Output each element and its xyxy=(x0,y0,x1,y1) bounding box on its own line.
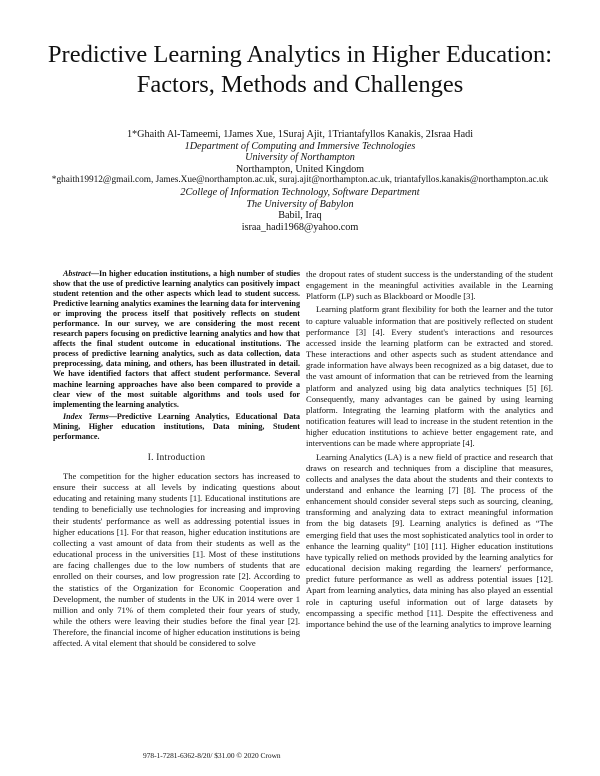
author-emails-1: *ghaith19912@gmail.com, James.Xue@northampton.ac.uk, suraj.ajit@northampton.ac.uk, triantafyllos.kanakis@northampton.ac.uk xyxy=(51,175,549,186)
affiliation-univ-2: The University of Babylon xyxy=(246,198,354,210)
affiliation-dept-1: 1Department of Computing and Immersive Technologies xyxy=(184,140,416,152)
abstract-label: Abstract xyxy=(63,269,91,278)
left-column xyxy=(53,269,300,649)
affiliation-city-1: Northampton, United Kingdom xyxy=(235,163,365,175)
author-block xyxy=(0,129,600,233)
index-terms-label: Index Terms xyxy=(63,411,109,421)
intro-paragraph-continued: the dropout rates of student success is the understanding of the student engagement in the meaningful activities available in the Learning Platform (LP) such as Blackboard or Moodle [3]. xyxy=(306,269,553,302)
title-line-1: Predictive Learning Analytics in Higher Education: xyxy=(47,41,553,68)
index-terms-text: —Predictive Learning Analytics, Educational Data Mining, Higher education institutions, Data mining, Student performance. xyxy=(53,411,300,441)
index-terms xyxy=(53,412,300,442)
intro-paragraph-1: The competition for the higher education sectors has increased to ensure their success at all levels by indicating questions about educating and retaining many students [1]. Educational institutions are tending to beneficially use technologies for increasing and improving their students' performance as well as addressing potential issues in higher educations [1]. For that reason, higher education institutions are collecting a vast amount of data from their students as well as the educational process in the universities [1]. Most of these institutions are facing challenges due to the low numbers of students that are enrolled on their courses, and low progression rate [2]. According to the statistics of the Organization for Economic Cooperation and Development, the number of students in the UK in 2014 were over 1 million and only 71% of them completed their four years of study, while the others were leaving their studies before the final year [2]. Therefore, the financial income of higher education institutions is being affected. A vital element that should be considered to solve xyxy=(53,470,300,649)
title-line-2: Factors, Methods and Challenges xyxy=(136,71,464,98)
abstract-text: —In higher education institutions, a high number of studies show that the use of predictive learning analytics can positively impact student retention and the other aspects which lead to student success. Predictive learning analytics examines the learning data for intervening or improving the process itself that positively reflects on student performance. In our survey, we are considering the most recent research papers focusing on predictive learning analytics and how that affects the final student outcome in educational institutions. The process of predictive learning analytics, such as data collection, data preprocessing, data mining, and others, has been illustrated in detail. We have identified factors that affect student performance. Several machine learning approaches have also been compared to provide a clear view of the most suitable algorithms and tools used for implementing the learning analytics. xyxy=(53,269,300,409)
abstract xyxy=(53,269,300,410)
right-column xyxy=(306,269,553,630)
affiliation-city-2: Babil, Iraq xyxy=(278,210,322,222)
author-names: 1*Ghaith Al-Tameemi, 1James Xue, 1Suraj Ajit, 1Triantafyllos Kanakis, 2Israa Hadi xyxy=(126,129,474,140)
author-email-2: israa_hadi1968@yahoo.com xyxy=(241,221,359,233)
intro-paragraph-2: Learning platform grant flexibility for both the learner and the tutor to capture valuable information that are positively reflected on student performance [3] [4]. Every student's interactions and resources accessed inside the learning platform can be extracted and stored. These interactions and other aspects such as student attendance and grade information have always been recognized as a big dataset, due to the vast amount of information that can be retrieved from the learning platform and analyzed using big data analytics techniques [5] [6]. Consequently, many advantages can be gained by using learning platform. Integrating the learning platform with the analytics and notification features will lead to increase in the student retention in the higher education institutions to achieve better engagement rate, and interventions can be made where appropriate [4]. xyxy=(306,304,553,449)
section-heading-introduction: I. Introduction xyxy=(147,451,206,462)
intro-paragraph-3: Learning Analytics (LA) is a new field of practice and research that draws on research and techniques from a discipline that measures, collects and analyses the data about the students and their contexts to understand and enhance the learning [7] [8]. The process of the enhancement should consider several steps such as sourcing, cleaning, transforming and analyzing data to extract meaningful information from the big datasets [9]. Learning analytics is defined as “The emerging field that uses the most sophisticated analytics tool in order to enhance the learning quality” [10] [11]. Higher education institutions have typically relied on methods provided by the learning analytics for educational decision making regarding the learners' performance, predict future performance as well as address potential issues [12]. Apart from learning analytics, data mining has also played an essential role in capturing useful information out of large datasets by encompassing a specific method [11]. Despite the effectiveness and importance behind the use of the learning analytics to improve learning xyxy=(306,451,553,629)
paper-title xyxy=(0,40,600,100)
copyright-footer: 978-1-7281-6362-8/20/ $31.00 © 2020 Crown xyxy=(143,751,281,760)
affiliation-univ-1: University of Northampton xyxy=(245,152,355,164)
affiliation-dept-2: 2College of Information Technology, Software Department xyxy=(180,186,420,198)
